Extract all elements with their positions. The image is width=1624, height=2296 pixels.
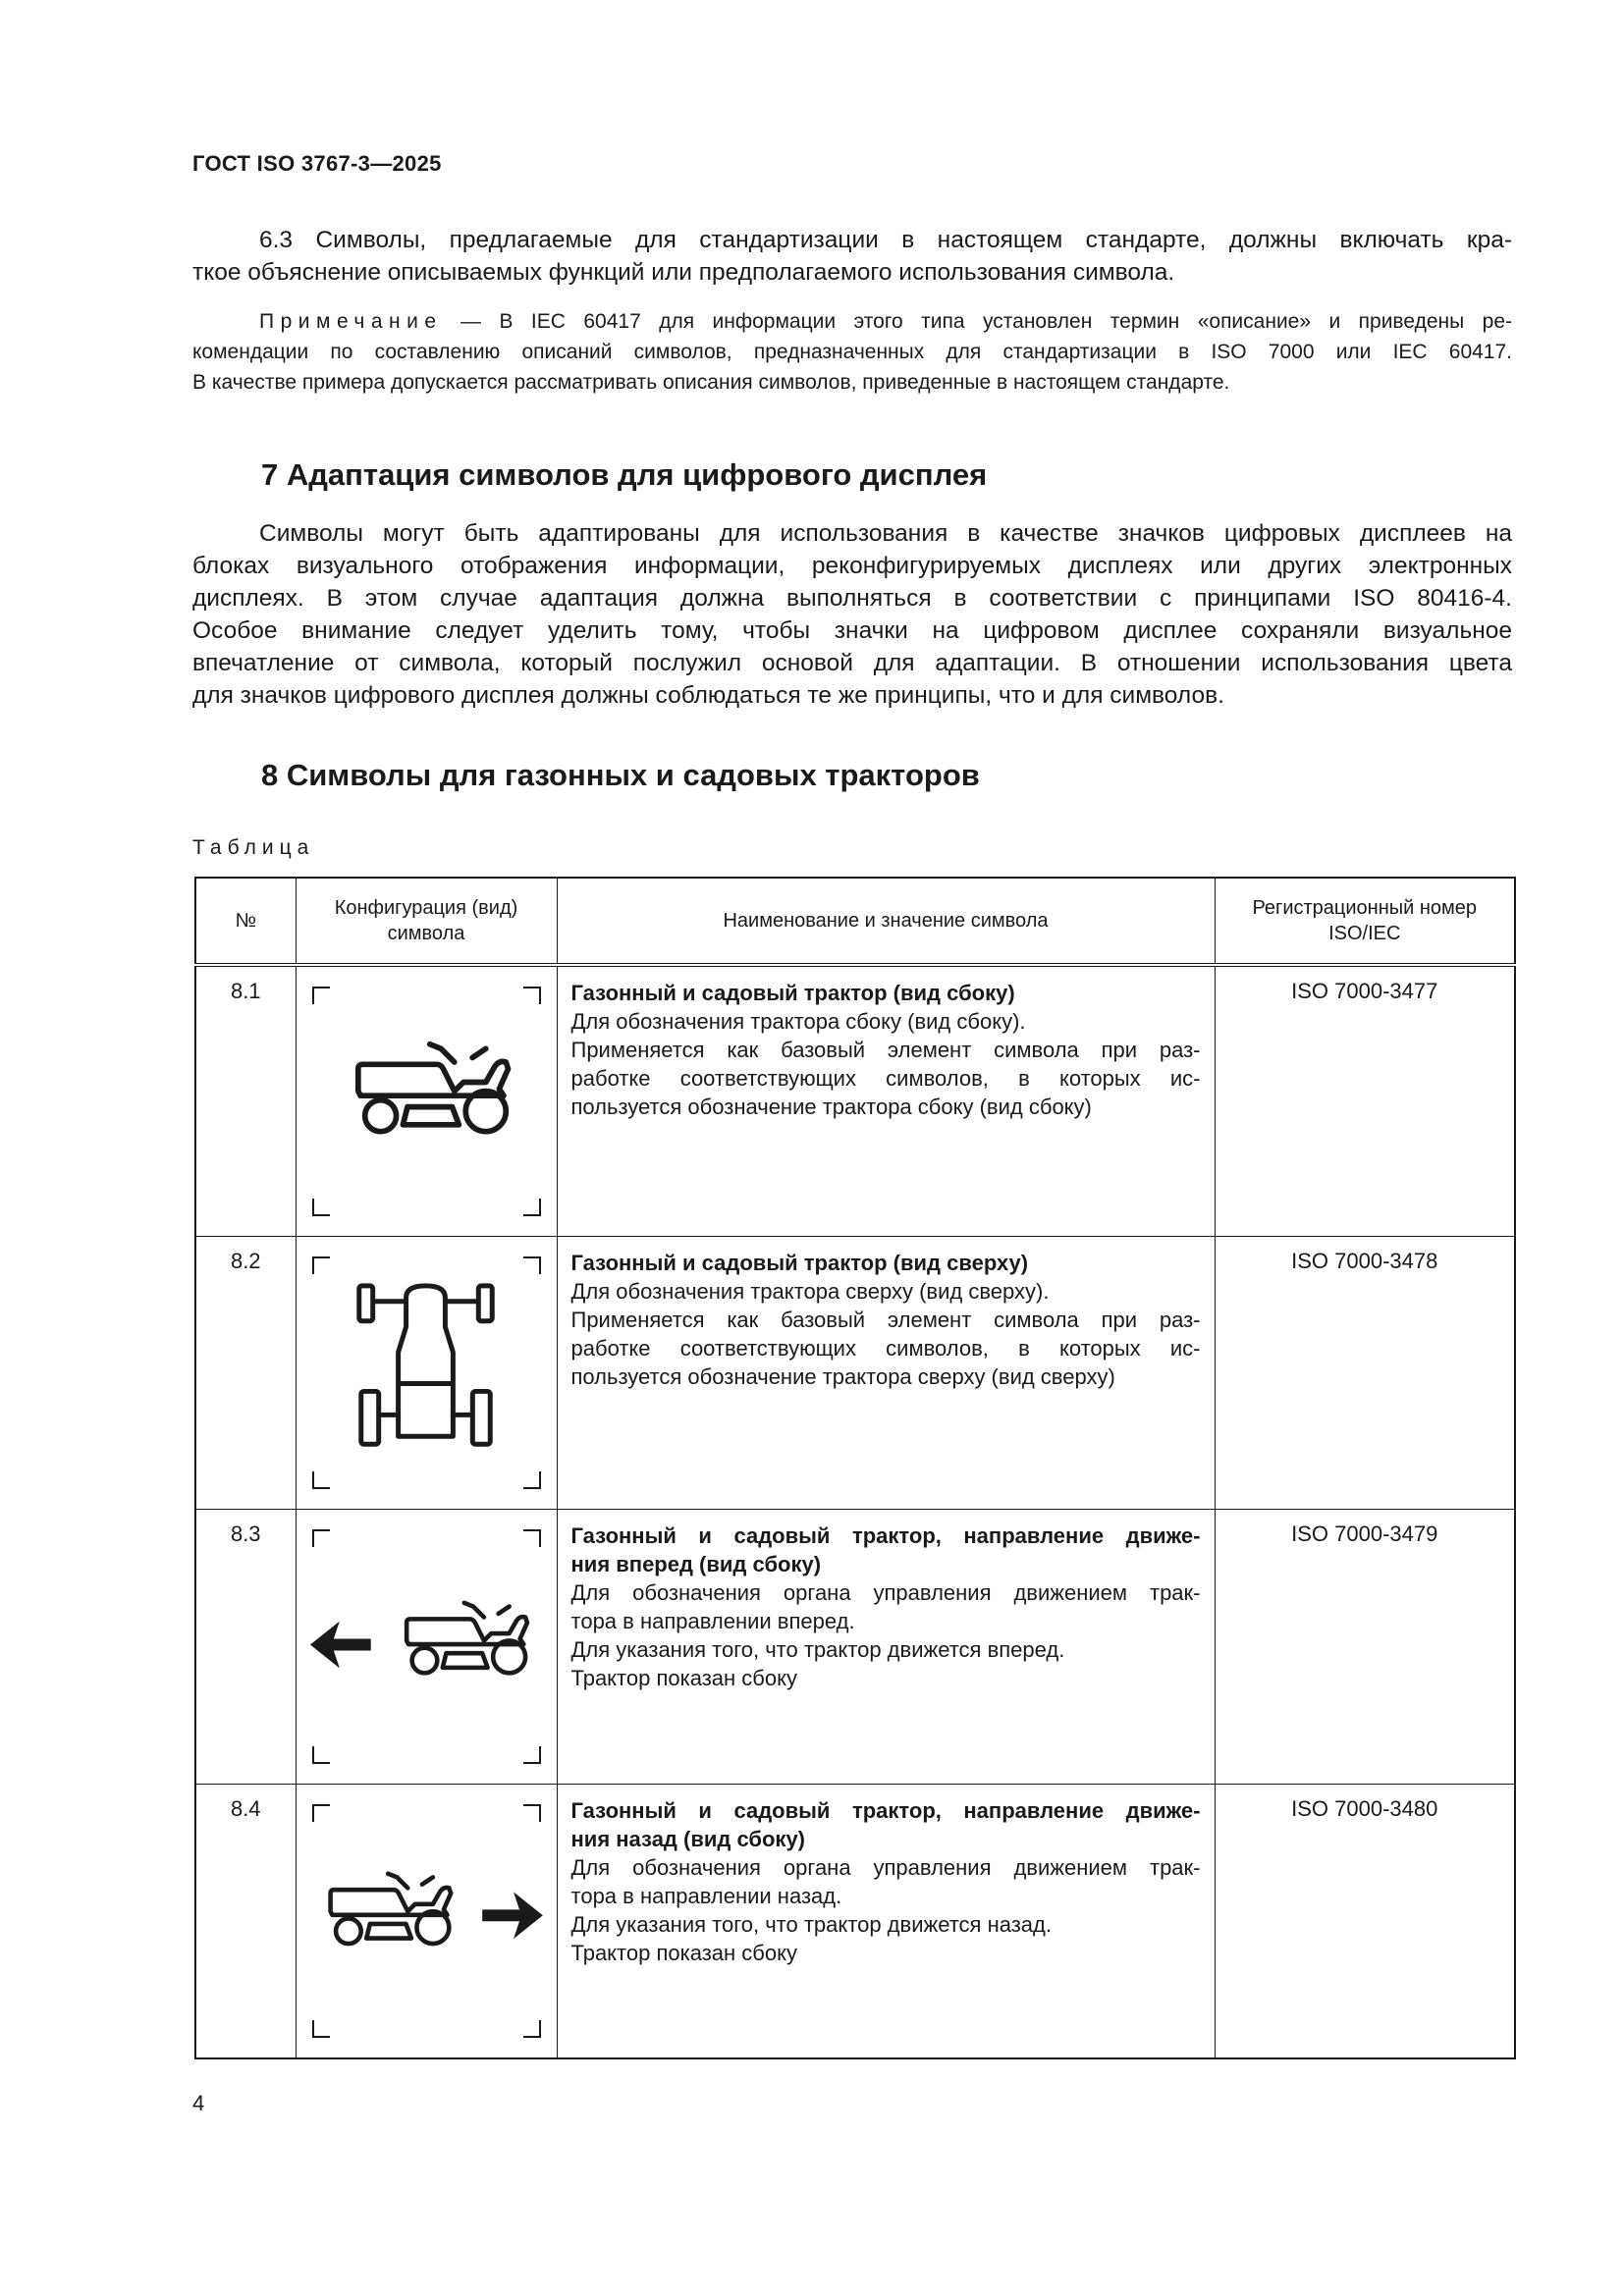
description-line: пользуется обозначение трактора сбоку (вид сбоку) — [570, 1095, 1092, 1119]
symbol-title: Газонный и садовый трактор (вид сбоку) — [570, 981, 1015, 1005]
paragraph-line: дисплеях. В этом случае адаптация должна выполняться в соответствии с принципами ISO 80416-4. — [192, 585, 1512, 612]
table-caption: Таблица — [192, 836, 315, 859]
description-line: пользуется обозначение трактора сверху (вид сверху) — [570, 1363, 1115, 1389]
paragraph-line: Символы могут быть адаптированы для использования в качестве значков цифровых дисплеев на — [259, 520, 1512, 547]
row-number: 8.4 — [195, 1784, 296, 2058]
symbol-cell — [296, 1236, 557, 1509]
paragraph-line: ткое объяснение описываемых функций или предполагаемого использования символа. — [192, 259, 1175, 286]
registration-number: ISO 7000-3478 — [1215, 1236, 1515, 1509]
note-label: Примечание — [259, 310, 443, 333]
paragraph-line: блоках визуального отображения информации, реконфигурируемых дисплеях или других электронных — [192, 553, 1512, 579]
description-line: Для указания того, что трактор движется назад. — [570, 1911, 1052, 1937]
description-line: Для обозначения органа управления движением трак- — [570, 1854, 1201, 1880]
registration-number: ISO 7000-3477 — [1215, 965, 1515, 1236]
section-6-3-paragraph — [192, 224, 1512, 289]
description-line: Применяется как базовый элемент символа при раз- — [570, 1307, 1201, 1332]
symbol-cell — [296, 1509, 557, 1784]
note-paragraph — [192, 306, 1512, 398]
tractor-side-icon — [297, 967, 557, 1236]
description-line: Применяется как базовый элемент символа при раз- — [570, 1038, 1201, 1062]
paragraph-line: для значков цифрового дисплея должны соблюдаться те же принципы, что и для символов. — [192, 682, 1224, 709]
symbol-description — [557, 1784, 1215, 2058]
col-header-reg: Регистрационный номер ISO/IEC — [1215, 878, 1515, 965]
col-header-name: Наименование и значение символа — [557, 878, 1215, 965]
symbol-title: Газонный и садовый трактор (вид сверху) — [570, 1250, 1029, 1275]
note-line: В качестве примера допускается рассматривать описания символов, приведенные в настоящем стандарте. — [192, 371, 1230, 394]
paragraph-line: 6.3 Символы, предлагаемые для стандартизации в настоящем стандарте, должны включать кра- — [259, 227, 1512, 253]
registration-number: ISO 7000-3480 — [1215, 1784, 1515, 2058]
symbol-description — [557, 1236, 1215, 1509]
symbol-description — [557, 1509, 1215, 1784]
symbol-title: Газонный и садовый трактор, направление движе- — [570, 1522, 1201, 1548]
table-row — [195, 1236, 1515, 1509]
table-row — [195, 965, 1515, 1236]
note-line: — В IEC 60417 для информации этого типа установлен термин «описание» и приведены ре- — [442, 310, 1512, 333]
row-number: 8.1 — [195, 965, 296, 1236]
table-row — [195, 1784, 1515, 2058]
description-line: работке соответствующих символов, в которых ис- — [570, 1335, 1201, 1361]
description-line: Для обозначения органа управления движением трак- — [570, 1579, 1201, 1605]
symbol-title: ния назад (вид сбоку) — [570, 1826, 806, 1851]
tractor-top-icon — [297, 1237, 557, 1509]
registration-number: ISO 7000-3479 — [1215, 1509, 1515, 1784]
row-number: 8.2 — [195, 1236, 296, 1509]
page-number: 4 — [192, 2091, 205, 2115]
tractor-forward-icon — [297, 1510, 557, 1784]
description-line: Для обозначения трактора сбоку (вид сбоку). — [570, 1009, 1026, 1034]
tractor-reverse-icon — [297, 1785, 557, 2058]
section-7-paragraph — [192, 517, 1512, 712]
paragraph-line: впечатление от символа, который послужил основой для адаптации. В отношении использования цвета — [192, 650, 1512, 676]
description-line: Трактор показан сбоку — [570, 1665, 797, 1690]
section-7-heading: 7 Адаптация символов для цифрового дисплея — [261, 457, 988, 492]
row-number: 8.3 — [195, 1509, 296, 1784]
description-line: Для указания того, что трактор движется вперед. — [570, 1636, 1065, 1662]
symbol-title: Газонный и садовый трактор, направление движе- — [570, 1797, 1201, 1823]
symbol-title: ния вперед (вид сбоку) — [570, 1551, 822, 1576]
col-header-num: № — [195, 878, 296, 965]
table-row — [195, 1509, 1515, 1784]
description-line: Трактор показан сбоку — [570, 1940, 797, 1965]
paragraph-line: Особое внимание следует уделить тому, чтобы значки на цифровом дисплее сохраняли визуальное — [192, 617, 1512, 644]
description-line: работке соответствующих символов, в которых ис- — [570, 1066, 1201, 1091]
description-line: Для обозначения трактора сверху (вид сверху). — [570, 1278, 1050, 1304]
document-header: ГОСТ ISO 3767-3—2025 — [192, 151, 442, 176]
symbols-table — [194, 877, 1516, 2059]
description-line: тора в направлении вперед. — [570, 1608, 855, 1633]
section-8-heading: 8 Символы для газонных и садовых тракторов — [261, 758, 980, 792]
col-header-config: Конфигурация (вид) символа — [296, 878, 557, 965]
symbol-description — [557, 965, 1215, 1236]
description-line: тора в направлении назад. — [570, 1883, 842, 1908]
symbol-cell — [296, 1784, 557, 2058]
symbol-cell — [296, 965, 557, 1236]
table-header-row — [195, 878, 1515, 965]
note-line: комендации по составлению описаний символов, предназначенных для стандартизации в ISO 7000 или IEC 60417. — [192, 341, 1512, 363]
